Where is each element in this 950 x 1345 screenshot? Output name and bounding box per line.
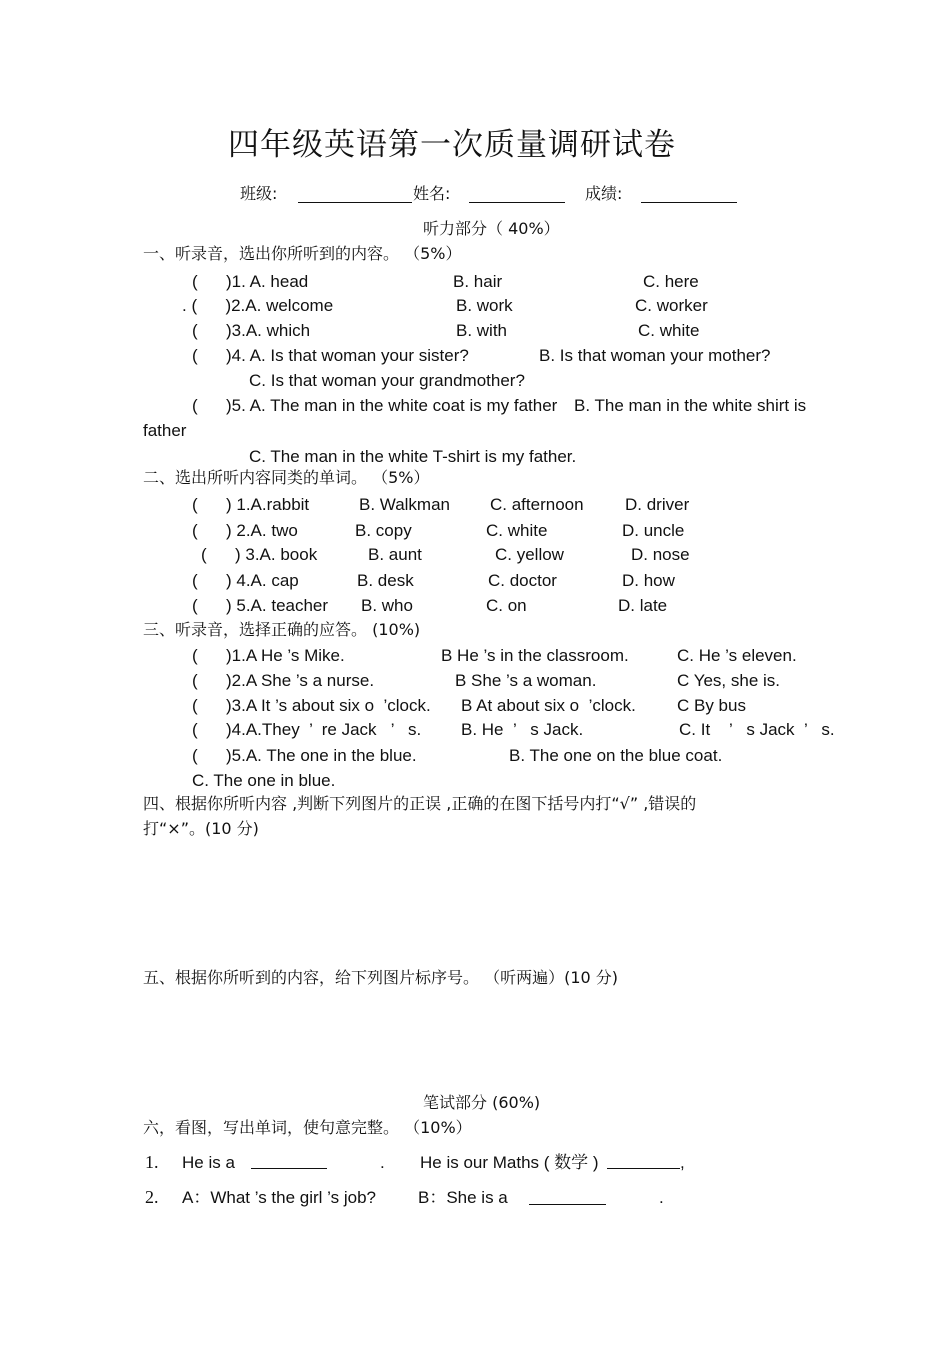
s1-q3-option-c: C. white: [638, 321, 700, 340]
s6-q1-blank1[interactable]: [251, 1168, 327, 1169]
s2-row-5-b: B. who: [361, 596, 413, 615]
section1-heading: 一、听录音，选出你所听到的内容。 （5%）: [143, 244, 462, 263]
s1-q5-option-a: ( )5. A. The man in the white coat is my father: [192, 396, 558, 415]
s2-row-2-b: B. copy: [355, 521, 412, 540]
s3-row-2-b: B She ’s a woman.: [455, 671, 597, 690]
s2-row-2-a: ( ) 2.A. two: [192, 521, 298, 540]
s1-q4-option-b: B. Is that woman your mother?: [539, 346, 771, 365]
s2-row-4-a: ( ) 4.A. cap: [192, 571, 299, 590]
s3-row-2-a: ( )2.A She ’s a nurse.: [192, 671, 375, 690]
s1-q1-option-b: B. hair: [453, 272, 503, 291]
name-label: 姓名:: [413, 184, 451, 203]
section4-heading-line2: 打“×”。(10 分): [143, 819, 259, 838]
s3-row-5-b: B. The one on the blue coat.: [509, 746, 723, 765]
s2-row-2-c: C. white: [486, 521, 548, 540]
s1-q4-option-a: ( )4. A. Is that woman your sister?: [192, 346, 469, 365]
class-label: 班级:: [240, 184, 278, 203]
s1-q2-option-b: B. work: [456, 296, 513, 315]
section5-heading: 五、根据你所听到的内容，给下列图片标序号。 （听两遍）(10 分): [143, 968, 619, 987]
s2-row-3-b: B. aunt: [368, 545, 422, 564]
section6-heading: 六，看图，写出单词，使句意完整。 （10%）: [143, 1118, 472, 1137]
s6-q1-text1: He is a: [182, 1153, 235, 1172]
s3-row-3-b: B At about six o ’clock.: [461, 696, 636, 715]
s3-row-4-b: B. He ’ s Jack.: [461, 720, 584, 739]
s1-q5-option-b-wrap: father: [143, 421, 187, 440]
s3-row-4-a: ( )4.A.They ’ re Jack ’ s.: [192, 720, 422, 739]
page-title: 四年级英语第一次质量调研试卷: [228, 127, 676, 163]
s6-q1-text2: He is our Maths ( 数学 ): [420, 1153, 599, 1172]
s2-row-1-b: B. Walkman: [359, 495, 451, 514]
s6-q1-number: 1.: [145, 1152, 159, 1172]
score-blank[interactable]: [641, 202, 737, 203]
s2-row-4-b: B. desk: [357, 571, 414, 590]
s6-q1-period: .: [380, 1153, 385, 1172]
s3-row-2-c: C Yes, she is.: [677, 671, 781, 690]
s3-row-3-a: ( )3.A It ’s about six o ’clock.: [192, 696, 431, 715]
s3-row-4-c: C. It ’ s Jack ’ s.: [679, 720, 835, 739]
s2-row-5-a: ( ) 5.A. teacher: [192, 596, 329, 615]
section2-heading: 二、选出所听内容同类的单词。 （5%）: [143, 468, 430, 487]
s3-row-5-c: C. The one in blue.: [192, 771, 336, 790]
s1-q2-option-a: . ( )2.A. welcome: [182, 296, 334, 315]
s6-q2-period: .: [659, 1188, 664, 1207]
s6-q2-number: 2.: [145, 1187, 159, 1207]
s6-q1-blank2[interactable]: [607, 1168, 680, 1169]
s2-row-4-d: D. how: [622, 571, 675, 590]
written-part-title: 笔试部分 (60%): [423, 1093, 541, 1112]
s6-q2-text2: B：She is a: [418, 1188, 508, 1207]
s1-q4-option-c: C. Is that woman your grandmother?: [249, 371, 525, 390]
s3-row-3-c: C By bus: [677, 696, 746, 715]
s1-q5-option-b: B. The man in the white shirt is: [574, 396, 807, 415]
s3-row-1-b: B He ’s in the classroom.: [441, 646, 629, 665]
s2-row-5-d: D. late: [618, 596, 668, 615]
s1-q2-option-c: C. worker: [635, 296, 708, 315]
listening-part-title: 听力部分（ 40%）: [423, 219, 560, 238]
s1-q5-option-c: C. The man in the white T-shirt is my father.: [249, 447, 577, 466]
s6-q2-text1: A：What ’s the girl ’s job?: [182, 1188, 377, 1207]
class-blank[interactable]: [298, 202, 412, 203]
s6-q2-blank[interactable]: [529, 1204, 606, 1205]
s2-row-1-c: C. afternoon: [490, 495, 584, 514]
s1-q1-option-a: ( )1. A. head: [192, 272, 309, 291]
s2-row-3-a: ( ) 3.A. book: [201, 545, 318, 564]
s2-row-2-d: D. uncle: [622, 521, 685, 540]
s1-q3-option-a: ( )3.A. which: [192, 321, 311, 340]
s3-row-1-c: C. He ’s eleven.: [677, 646, 797, 665]
s3-row-1-a: ( )1.A He ’s Mike.: [192, 646, 345, 665]
score-label: 成绩:: [585, 184, 623, 203]
section3-heading: 三、听录音，选择正确的应答。 (10%): [143, 620, 421, 639]
s1-q3-option-b: B. with: [456, 321, 508, 340]
s2-row-4-c: C. doctor: [488, 571, 557, 590]
s2-row-1-d: D. driver: [625, 495, 690, 514]
s2-row-5-c: C. on: [486, 596, 527, 615]
s2-row-3-c: C. yellow: [495, 545, 564, 564]
s6-q1-comma: ,: [680, 1153, 685, 1172]
section4-heading-line1: 四、根据你所听内容 ,判断下列图片的正误 ,正确的在图下括号内打“√” ,错误的: [143, 794, 697, 813]
s2-row-3-d: D. nose: [631, 545, 690, 564]
s1-q1-option-c: C. here: [643, 272, 699, 291]
name-blank[interactable]: [469, 202, 565, 203]
s3-row-5-a: ( )5.A. The one in the blue.: [192, 746, 417, 765]
s2-row-1-a: ( ) 1.A.rabbit: [192, 495, 310, 514]
